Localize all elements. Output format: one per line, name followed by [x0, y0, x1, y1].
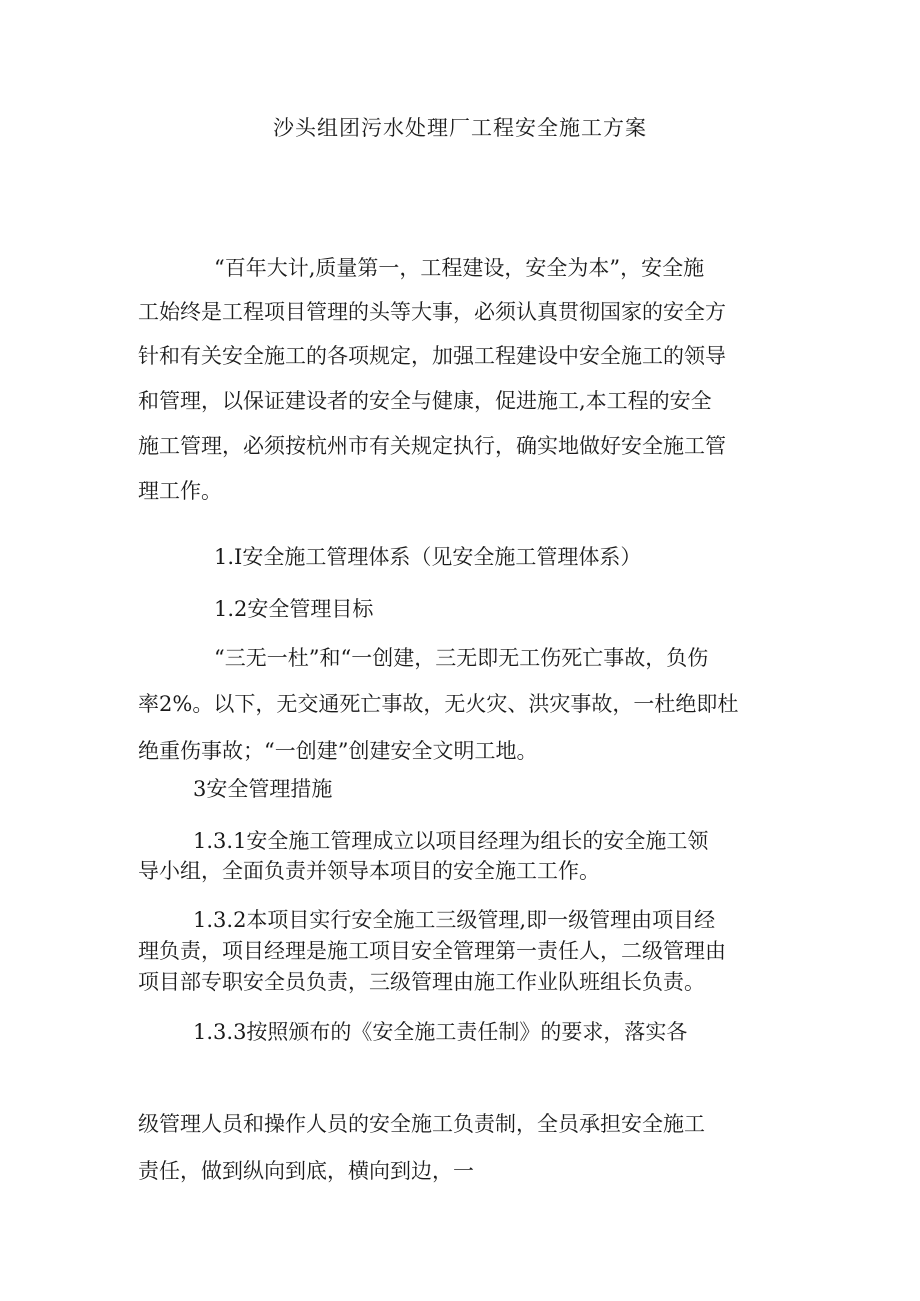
tail-line: 责任，做到纵向到底，横向到边，一: [138, 1159, 474, 1183]
section-1-3-1-line: 1.3.1安全施工管理成立以项目经理为组长的安全施工领: [193, 829, 709, 853]
intro-line: 工始终是工程项目管理的头等大事，必须认真贯彻国家的安全方: [138, 300, 726, 324]
section-1-3-2-line: 项目部专职安全员负责，三级管理由施工作业队班组长负责。: [138, 970, 705, 994]
intro-line: 理工作。: [138, 479, 222, 503]
section-1-1-text: 1.Ⅰ安全施工管理体系（见安全施工管理体系）: [214, 545, 642, 569]
intro-line: 和管理，以保证建设者的安全与健康，促进施工,本工程的安全: [138, 389, 712, 413]
goal-line: 率2%。以下，无交通死亡事故，无火灾、洪灾事故，一杜绝即杜: [138, 692, 739, 716]
document-title: 沙头组团污水处理厂工程安全施工方案: [273, 116, 647, 140]
goal-line: 绝重伤事故；“一创建”创建安全文明工地。: [138, 739, 538, 763]
goal-line: “三无一杜”和“一创建，三无即无工伤死亡事故，负伤: [214, 646, 709, 670]
section-1-2-text: 1.2安全管理目标: [214, 597, 374, 621]
section-1-3-3-line: 1.3.3按照颁布的《安全施工责任制》的要求，落实各: [193, 1020, 688, 1044]
tail-line: 级管理人员和操作人员的安全施工负责制，全员承担安全施工: [138, 1112, 705, 1136]
section-3-text: 3安全管理措施: [193, 777, 333, 801]
section-1-3-2-line: 理负责，项目经理是施工项目安全管理第一责任人，二级管理由: [138, 939, 726, 963]
section-1-3-1-line: 导小组，全面负责并领导本项目的安全施工工作。: [138, 859, 600, 883]
intro-line: “百年大计,质量第一，工程建设，安全为本”，安全施: [214, 256, 705, 280]
intro-line: 施工管理，必须按杭州市有关规定执行，确实地做好安全施工管: [138, 434, 726, 458]
section-1-3-2-line: 1.3.2本项目实行安全施工三级管理,即一级管理由项目经: [193, 908, 716, 932]
intro-line: 针和有关安全施工的各项规定，加强工程建设中安全施工的领导: [138, 344, 726, 368]
